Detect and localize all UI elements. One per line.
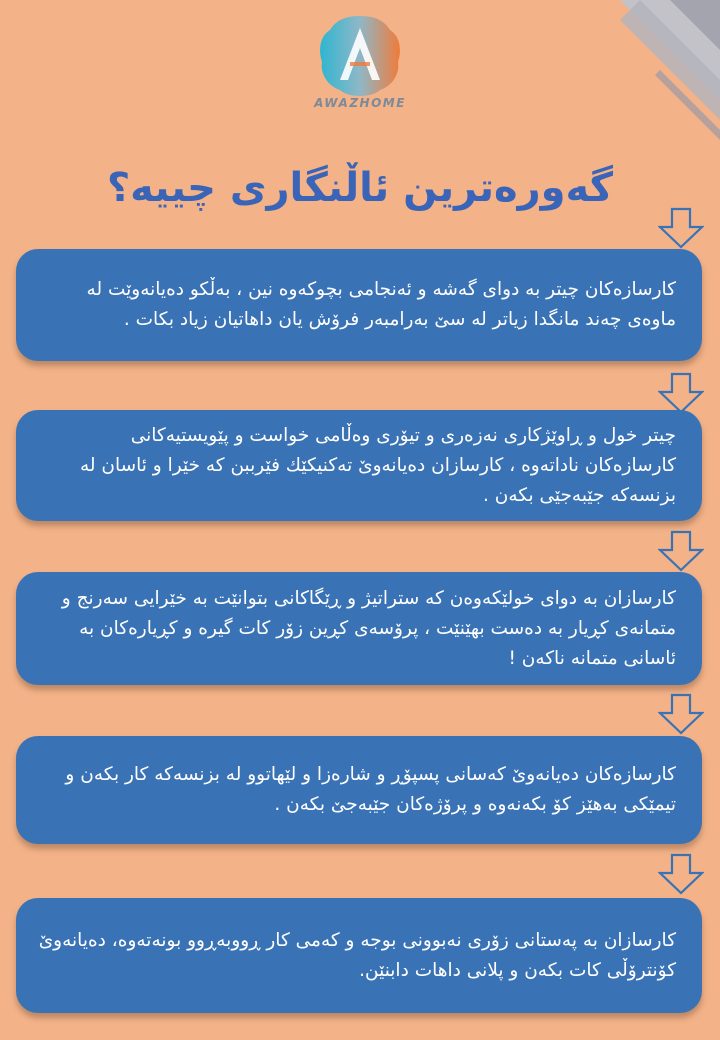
down-arrow-icon [658,530,704,572]
challenge-card-text: کارسازەکان چیتر بە دوای گەشە و ئەنجامی بچوکەوە نین ، بەڵکو دەیانەوێت لە ماوەی چەند مانگدا زیاتر لە سێ بەرامبەر فرۆش یان داهاتیان زیاد بکات . [86,279,676,330]
challenge-card [16,249,702,361]
challenge-card-text: کارسازان بە پەستانی زۆری نەبوونی بوجە و کەمی کار ڕووبەڕوو بونەتەوە، دەیانەوێ کۆنترۆڵی کات بکەن و پلانی داهات دابنێن. [38,929,676,981]
down-arrow-icon [658,693,704,735]
logo [300,10,420,110]
challenge-card [16,736,702,844]
page-title: گەورەترین ئاڵنگاری چییە؟ [106,165,614,211]
challenge-card-text: چیتر خول و ڕاوێژکاری نەزەری و تیۆری وەڵامی خواست و پێویستیەکانی کارسازەکان ناداتەوە ، کارسازان دەیانەوێ تەکنیکێك فێرببن کە خێرا و ئاسان لە بزنسەکە جێبەجێی بکەن . [79,424,676,506]
down-arrow-icon [658,372,704,414]
challenge-card [16,410,702,521]
brand-name: AWAZHOME [314,96,406,110]
corner-decoration [560,0,720,140]
down-arrow-icon [658,853,704,895]
challenge-card [16,572,702,685]
awazhome-logo-icon [314,10,406,102]
down-arrow-icon [658,207,704,249]
challenge-card-text: کارسازان بە دوای خولێکەوەن کە ستراتیژ و ڕێگاکانی بتوانێت بە خێرایی سەرنج و متمانەی کڕیار بە دەست بهێنێت ، پرۆسەی کڕین زۆر کات گیرە و کڕیارەکان بە ئاسانی متمانە ناکەن ! [61,587,676,669]
challenge-card-text: کارسازەکان دەیانەوێ کەسانی پسپۆڕ و شارەزا و لێهاتوو لە بزنسەکە کار بکەن و تیمێکی بەهێز کۆ بکەنەوە و پرۆژەکان جێبەجێ بکەن . [65,764,676,815]
challenge-card [16,898,702,1013]
